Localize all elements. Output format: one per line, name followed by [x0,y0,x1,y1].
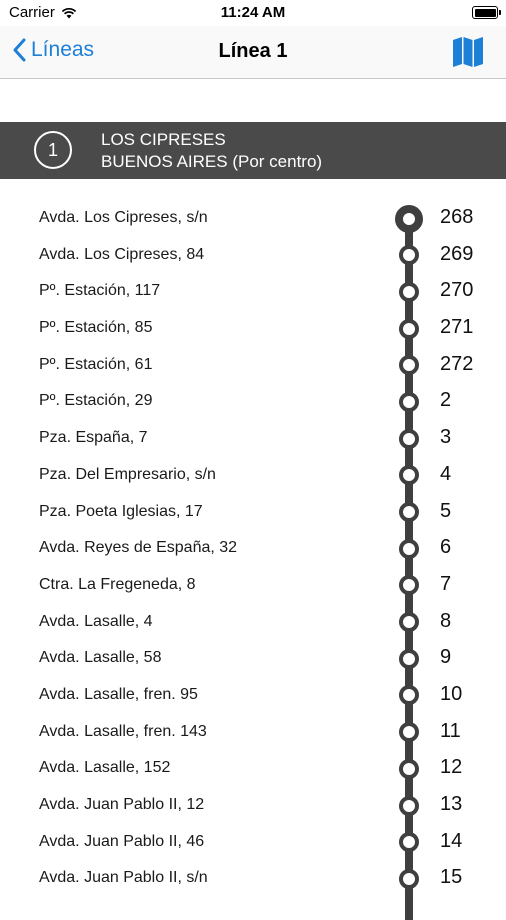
stop-row[interactable] [0,494,506,531]
stop-code: 5 [440,499,452,522]
stop-row[interactable] [0,420,506,457]
stop-name: Avda. Los Cipreses, 84 [39,245,205,263]
carrier-label: Carrier [9,4,55,21]
stop-row[interactable] [0,677,506,714]
stop-row[interactable] [0,273,506,310]
page-title: Línea 1 [218,40,288,62]
stop-row[interactable] [0,457,506,494]
stop-row[interactable] [0,310,506,347]
stop-name: Pº. Estación, 117 [39,282,161,300]
stop-name: Avda. Lasalle, 152 [39,759,171,777]
stop-name: Pº. Estación, 61 [39,355,153,373]
stop-name: Avda. Juan Pablo II, 46 [39,832,205,850]
stop-marker [399,722,419,742]
stop-marker [399,539,419,559]
stop-code: 268 [440,206,474,228]
route-origin: LOS CIPRESES [101,130,226,149]
stop-marker [399,759,419,779]
stop-row[interactable] [0,604,506,641]
stop-name: Avda. Juan Pablo II, 12 [39,796,205,813]
stop-marker [399,245,419,265]
stop-row[interactable] [0,787,506,824]
stop-name: Avda. Juan Pablo II, s/n [39,869,208,887]
map-icon [452,37,484,67]
stop-marker [399,355,419,375]
status-bar [0,0,506,26]
stop-name: Avda. Reyes de España, 32 [39,539,238,557]
stop-marker [399,612,419,632]
stop-code: 271 [440,316,474,339]
stop-code: 269 [440,242,474,265]
stop-marker [399,392,419,412]
stop-code: 4 [440,462,452,485]
status-time: 11:24 AM [220,4,286,21]
stop-name: Pza. Del Empresario, s/n [39,465,216,483]
stop-marker [399,319,419,339]
current-stop-marker [395,205,423,233]
route-name [101,129,322,173]
stop-code: 272 [440,352,474,375]
stop-code: 13 [440,793,463,815]
stop-name: Avda. Lasalle, 58 [39,649,162,667]
stop-code: 270 [440,279,474,302]
stop-name: Ctra. La Fregeneda, 8 [39,575,196,593]
stop-row[interactable] [0,640,506,677]
stop-marker [399,796,419,816]
route-header [0,122,506,179]
stop-name: Pza. España, 7 [39,429,148,447]
stop-marker [399,685,419,705]
stop-row[interactable] [0,860,506,897]
stop-row[interactable] [0,530,506,567]
stop-marker [399,282,419,302]
stop-name: Pza. Poeta Iglesias, 17 [39,502,203,520]
stop-list [0,200,506,897]
map-button[interactable] [452,37,484,72]
stop-marker [399,502,419,522]
battery-icon [472,6,498,19]
stop-name: Pº. Estación, 29 [39,392,153,410]
stop-row[interactable] [0,824,506,861]
stop-name: Avda. Lasalle, 4 [39,612,153,630]
stop-code: 8 [440,609,452,632]
back-button-label: Líneas [31,38,95,61]
stop-code: 14 [440,829,463,852]
stop-marker [399,429,419,449]
stop-code: 6 [440,536,452,559]
stop-code: 9 [440,646,452,669]
stop-row[interactable] [0,567,506,604]
stop-code: 2 [440,389,452,412]
stop-code: 12 [440,756,463,779]
stop-name: Avda. Los Cipreses, s/n [39,209,208,226]
stop-row[interactable] [0,347,506,384]
stop-marker [399,649,419,669]
stop-code: 7 [440,572,452,595]
stop-name: Pº. Estación, 85 [39,319,153,337]
stop-name: Avda. Lasalle, fren. 95 [39,685,198,703]
stop-code: 3 [440,426,452,449]
navigation-bar [0,26,506,79]
stop-row[interactable] [0,383,506,420]
stop-row[interactable] [0,714,506,751]
stop-marker [399,832,419,852]
stop-code: 11 [440,719,461,742]
stop-row[interactable] [0,750,506,787]
route-number-badge: 1 [34,131,72,169]
stop-row[interactable] [0,237,506,274]
stop-marker [399,575,419,595]
stop-marker [399,869,419,889]
stop-code: 15 [440,866,463,889]
stop-marker [399,465,419,485]
route-destination: BUENOS AIRES (Por centro) [101,152,323,171]
stop-name: Avda. Lasalle, fren. 143 [39,722,207,740]
stop-row[interactable] [0,200,506,237]
stop-code: 10 [440,682,463,705]
